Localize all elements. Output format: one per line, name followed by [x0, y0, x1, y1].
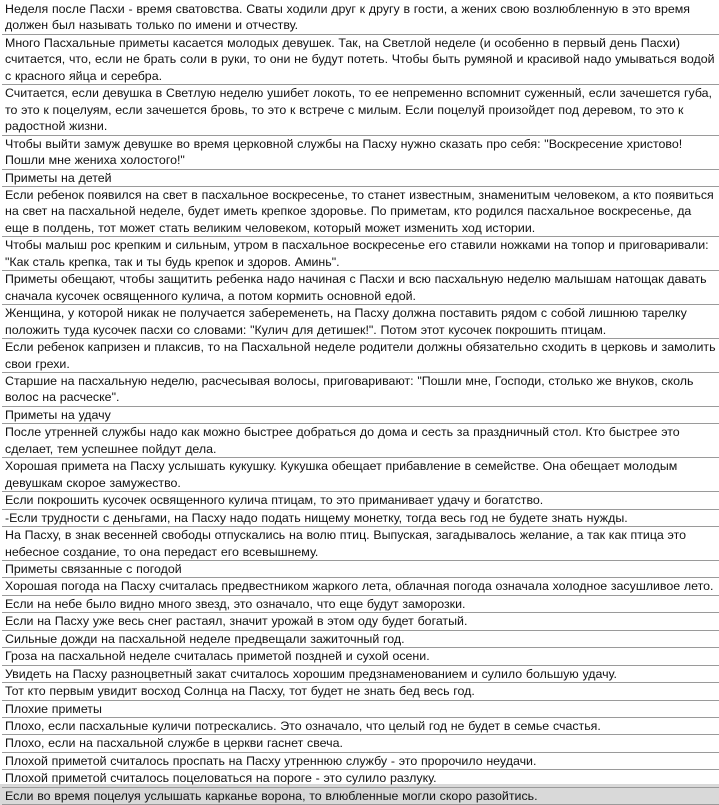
- paragraph: Если ребенок капризен и плаксив, то на Пасхальной неделе родители должны обязательно сходить в церковь и замолить свои грехи.: [2, 339, 719, 373]
- paragraph: Увидеть на Пасху разноцветный закат считалось хорошим предзнаменованием и сулило большую удачу.: [2, 666, 719, 683]
- paragraph: Неделя после Пасхи - время сватовства. Сваты ходили друг к другу в гости, а жених свою возлюбленную в это время должен был называть только по имени и отчеству.: [2, 1, 719, 35]
- paragraph: Чтобы малыш рос крепким и сильным, утром в пасхальное воскресенье его ставили ножками на топор и приговаривали: "Как сталь крепка, так и ты будь крепок и здоров. Аминь".: [2, 237, 719, 271]
- paragraph: Плохо, если пасхальные куличи потрескались. Это означало, что целый год не будет в семье счастья.: [2, 718, 719, 735]
- section-heading: Приметы на детей: [2, 170, 719, 187]
- section-heading: Приметы на удачу: [2, 407, 719, 424]
- paragraph: После утренней службы надо как можно быстрее добраться до дома и сесть за праздничный стол. Кто быстрее это сделает, тем успешнее пойдут дела.: [2, 424, 719, 458]
- section-heading: Плохие приметы: [2, 701, 719, 718]
- paragraph: Приметы обещают, чтобы защитить ребенка надо начиная с Пасхи и всю пасхальную неделю малышам натощак давать сначала кусочек освященного кулича, а потом кормить основной едой.: [2, 271, 719, 305]
- paragraph: Плохой приметой считалось поцеловаться на пороге - это сулило разлуку.: [2, 770, 719, 787]
- paragraph: На Пасху, в знак весенней свободы отпускались на волю птиц. Выпуская, загадывалось желание, а так как птица это небесное создание, то она передаст его всевышнему.: [2, 527, 719, 561]
- paragraph: Хорошая примета на Пасху услышать кукушку. Кукушка обещает прибавление в семействе. Она обещает молодым девушкам скорое замужество.: [2, 458, 719, 492]
- paragraph: Много Пасхальные приметы касается молодых девушек. Так, на Светлой неделе (и особенно в первый день Пасхи) считается, что, если не брать соли в руки, то они не будут потеть. Чтобы быть румяной и красивой надо умываться водой с красного яйца и серебра.: [2, 35, 719, 85]
- paragraph: Женщина, у которой никак не получается забеременеть, на Пасху должна поставить рядом с собой лишнюю тарелку положить туда кусочек пасхи со словами: "Кулич для детишек!". Потом этот кусочек покрошить птицам.: [2, 305, 719, 339]
- paragraph: Хорошая погода на Пасху считалась предвестником жаркого лета, облачная погода означала холодное засушливое лето.: [2, 578, 719, 595]
- paragraph: Гроза на пасхальной неделе считалась приметой поздней и сухой осени.: [2, 648, 719, 665]
- paragraph: Считается, если девушка в Светлую неделю ушибет локоть, то ее непременно вспомнит суженный, если зачешется губа, то это к поцелуям, если зачешется бровь, то это к встрече с милым. Если поцелуй произойдет под деревом, то это к радостной жизни.: [2, 85, 719, 135]
- paragraph: -Если трудности с деньгами, на Пасху надо подать нищему монетку, тогда весь год не будете знать нужды.: [2, 510, 719, 527]
- paragraph: Старшие на пасхальную неделю, расчесывая волосы, приговаривают: "Пошли мне, Господи, столько же внуков, сколь волос на расческе".: [2, 373, 719, 407]
- paragraph: Если на небе было видно много звезд, это означало, что еще будут заморозки.: [2, 596, 719, 613]
- paragraph: Если во время поцелуя услышать карканье ворона, то влюбленные могли скоро разойтись.: [2, 788, 719, 805]
- section-heading: Приметы связанные с погодой: [2, 561, 719, 578]
- paragraph: Тот кто первым увидит восход Солнца на Пасху, тот будет не знать бед весь год.: [2, 683, 719, 700]
- document-body: [2, 1, 719, 805]
- paragraph: Плохо, если на пасхальной службе в церкви гаснет свеча.: [2, 735, 719, 752]
- paragraph: Чтобы выйти замуж девушке во время церковной службы на Пасху нужно сказать про себя: "Воскресение христово! Пошли мне жениха холостого!": [2, 136, 719, 170]
- paragraph: Если покрошить кусочек освященного кулича птицам, то это приманивает удачу и богатство.: [2, 492, 719, 509]
- paragraph: Если на Пасху уже весь снег растаял, значит урожай в этом оду будет богатый.: [2, 613, 719, 630]
- paragraph: Сильные дожди на пасхальной неделе предвещали зажиточный год.: [2, 631, 719, 648]
- paragraph: Если ребенок появился на свет в пасхальное воскресенье, то станет известным, знаменитым человеком, а кто появиться на свет на пасхальной неделе, будет иметь крепкое здоровье. По приметам, кто родился пасхальное воскресенье, да еще в полдень, тот может стать великим человеком, который может изменить ход истории.: [2, 187, 719, 237]
- paragraph: Плохой приметой считалось проспать на Пасху утреннюю службу - это пророчило неудачи.: [2, 753, 719, 770]
